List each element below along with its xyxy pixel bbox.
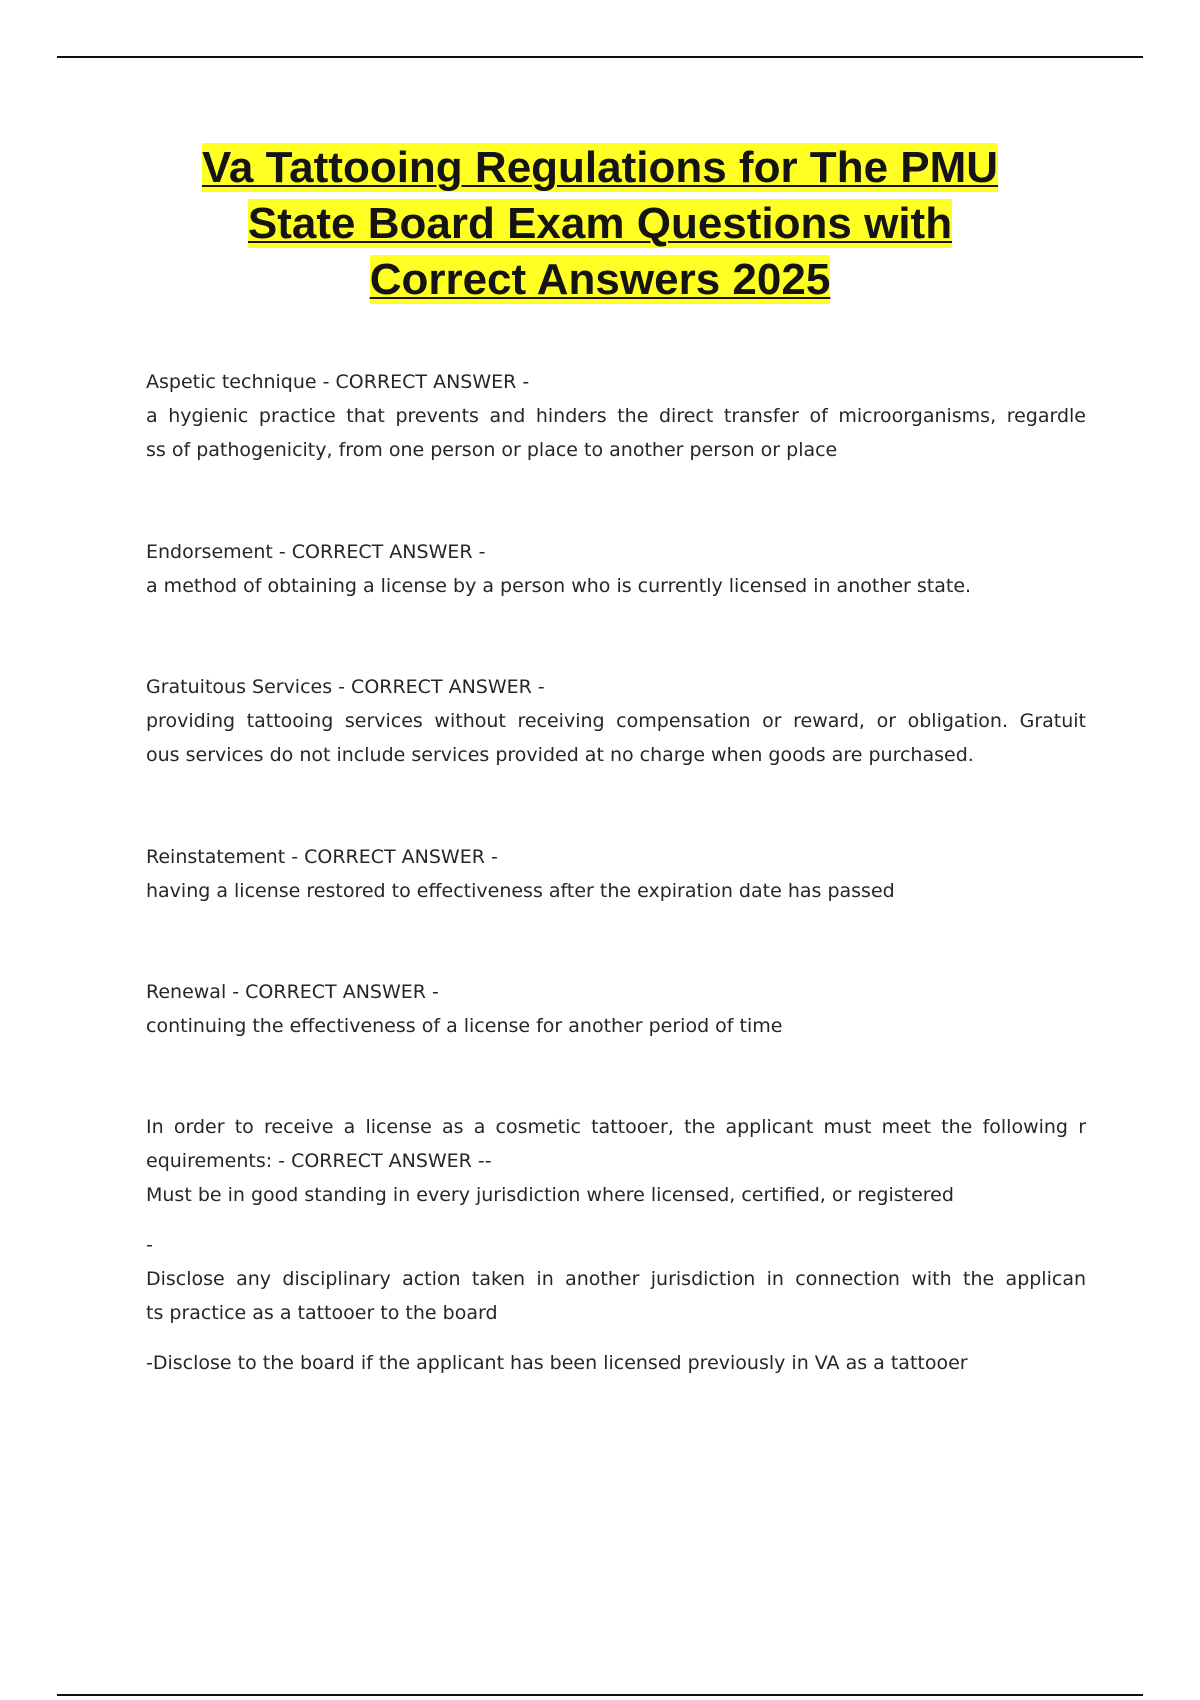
spacer — [146, 1330, 1086, 1346]
entry-definition-line: Disclose any disciplinary action taken in another jurisdiction in connection with the applican — [146, 1268, 1086, 1290]
entry-definition-line: a hygienic practice that prevents and hinders the direct transfer of microorganisms, regardle — [146, 405, 1086, 427]
title-line-3: Correct Answers 2025 — [369, 255, 831, 304]
entry-reinstatement — [146, 840, 1086, 908]
entry-definition-line: ous services do not include services provided at no charge when goods are purchased. — [146, 744, 974, 766]
top-divider — [57, 56, 1143, 58]
entry-gratuitous-services — [146, 670, 1086, 772]
entry-definition-line: having a license restored to effectiveness after the expiration date has passed — [146, 880, 895, 902]
list-dash: - — [146, 1234, 153, 1256]
entry-term-line: Endorsement - CORRECT ANSWER - — [146, 541, 486, 563]
entry-definition-line: providing tattooing services without receiving compensation or reward, or obligation. Gratuit — [146, 710, 1086, 732]
entry-definition-line: Must be in good standing in every jurisdiction where licensed, certified, or registered — [146, 1184, 954, 1206]
entry-term-line: Aspetic technique - CORRECT ANSWER - — [146, 371, 530, 393]
document-title — [100, 140, 1100, 308]
entry-term-line: Renewal - CORRECT ANSWER - — [146, 981, 439, 1003]
entry-definition-line: ss of pathogenicity, from one person or place to another person or place — [146, 439, 838, 461]
entry-definition-line: a method of obtaining a license by a person who is currently licensed in another state. — [146, 575, 972, 597]
title-line-1: Va Tattooing Regulations for The PMU — [201, 143, 999, 192]
entry-definition-line: continuing the effectiveness of a license for another period of time — [146, 1015, 783, 1037]
spacer — [146, 1212, 1086, 1228]
entry-definition-line: -Disclose to the board if the applicant has been licensed previously in VA as a tattooer — [146, 1352, 968, 1374]
entry-license-requirements — [146, 1110, 1086, 1380]
entry-aseptic-technique — [146, 365, 1086, 467]
bottom-divider — [57, 1694, 1143, 1696]
title-line-2: State Board Exam Questions with — [247, 199, 953, 248]
entry-term-line: Gratuitous Services - CORRECT ANSWER - — [146, 676, 545, 698]
entry-renewal — [146, 975, 1086, 1043]
entry-term-line: In order to receive a license as a cosmetic tattooer, the applicant must meet the following r — [146, 1116, 1086, 1138]
entry-definition-line: ts practice as a tattooer to the board — [146, 1302, 498, 1324]
entry-term-line: Reinstatement - CORRECT ANSWER - — [146, 846, 498, 868]
entry-endorsement — [146, 535, 1086, 603]
entry-term-line: equirements: - CORRECT ANSWER -- — [146, 1150, 492, 1172]
